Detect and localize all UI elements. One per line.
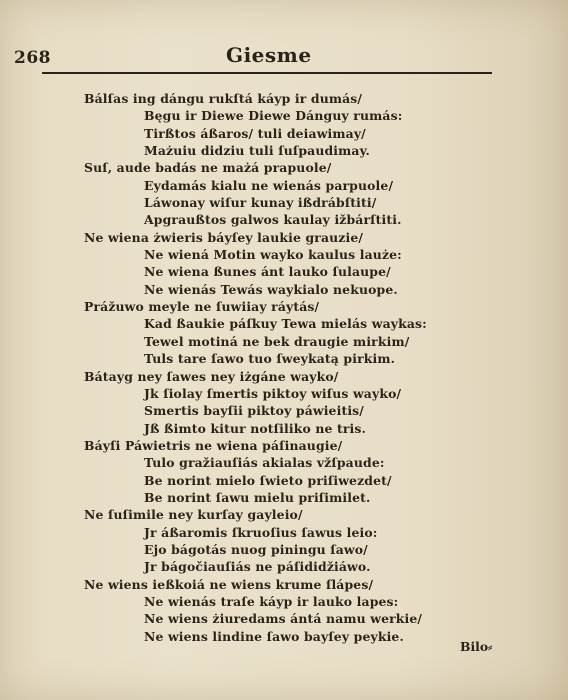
verse-line: Prážuwo meyle ne ſuwiiay ráytás/ xyxy=(84,299,320,315)
verse-line: Láwonay wiſur kunay ißdrábſtiti/ xyxy=(144,195,377,211)
verse-line: Báyſi Páwietris ne wiena páſinaugie/ xyxy=(84,437,343,453)
verse-line: Tirßtos áßaros/ tuli deiawimay/ xyxy=(144,125,366,141)
verse-line: Bálſas ing dángu rukſtá káyp ir dumás/ xyxy=(84,91,363,106)
verse-line: Jr bágočiauſiás ne páſididžiáwo. xyxy=(144,559,371,575)
stanza xyxy=(84,368,524,437)
verse-line: Apgraußtos galwos kaulay ižbárſtiti. xyxy=(144,212,402,228)
verse-line: Ne wiens ießkoiá ne wiens krume ſlápes/ xyxy=(84,576,374,592)
verse-line: Ne wienás Tewás waykialo nekuope. xyxy=(144,281,398,297)
page-number: 268 xyxy=(14,48,51,68)
verse-line: Suſ, aude badás ne mażá prapuole/ xyxy=(84,160,332,176)
stanza xyxy=(84,298,524,367)
verse-line: Mażuiu didziu tuli ſuſpaudimay. xyxy=(144,143,370,159)
verse-line: Bátayg ney ſawes ney iżgáne wayko/ xyxy=(84,368,339,384)
verse-line: Jr áßaromis ſkruoſius ſawus leio: xyxy=(144,524,378,540)
verse-line: Ne wiens żiuredams ántá namu werkie/ xyxy=(144,611,423,627)
verse-line: Smertis bayſii piktoy páwieitis/ xyxy=(144,403,364,419)
verse-line: Tewel motiná ne bek draugie mirkim/ xyxy=(144,333,410,349)
verse-line: Ne wiena ßunes ánt lauko ſulaupe/ xyxy=(144,264,391,280)
stanza xyxy=(84,159,524,228)
stanza xyxy=(84,90,524,159)
verse-line: Ne wiená Motin wayko kaulus lauże: xyxy=(144,247,402,263)
verse-line: Ejo bágotás nuog piningu ſawo/ xyxy=(144,541,368,557)
stanza xyxy=(84,506,524,575)
verse-line: Kad ßaukie páſkuy Tewa mielás waykas: xyxy=(144,316,427,332)
stanza xyxy=(84,576,524,645)
verse-line: Ne wienás traſe káyp ir lauko lapes: xyxy=(144,593,399,609)
stanza xyxy=(84,229,524,298)
verse-line: Bęgu ir Diewe Diewe Dánguy rumás: xyxy=(144,108,403,124)
verse-line: Be norint ſawu mielu priſimilet. xyxy=(144,489,371,505)
verse-line: Tulo gražiauſiás akialas vžſpaude: xyxy=(144,455,385,471)
verse-line: Be norint mielo ſwieto priſiwezdet/ xyxy=(144,472,392,488)
verse-line: Tuls tare ſawo tuo ſweykatą pirkim. xyxy=(144,351,396,367)
verse-line: Jk ſiolay ſmertis piktoy wiſus wayko/ xyxy=(144,385,402,401)
header-rule xyxy=(42,72,492,74)
verse-line: Ne wiena żwieris báyſey laukie grauzie/ xyxy=(84,229,364,245)
stanza xyxy=(84,437,524,506)
running-head: Giesme xyxy=(226,43,312,67)
verse-line: Ne wiens lindine ſawo bayſey peykie. xyxy=(144,628,404,644)
verse-line: Ne ſuſimile ney kurſay gayleio/ xyxy=(84,507,303,523)
catchword: Bilo⸗ xyxy=(460,639,493,654)
verse-line: Eydamás kialu ne wienás parpuole/ xyxy=(144,177,394,193)
verse-line: Jß ßimto kitur notſiliko ne tris. xyxy=(144,420,367,436)
poem-body xyxy=(84,90,524,645)
